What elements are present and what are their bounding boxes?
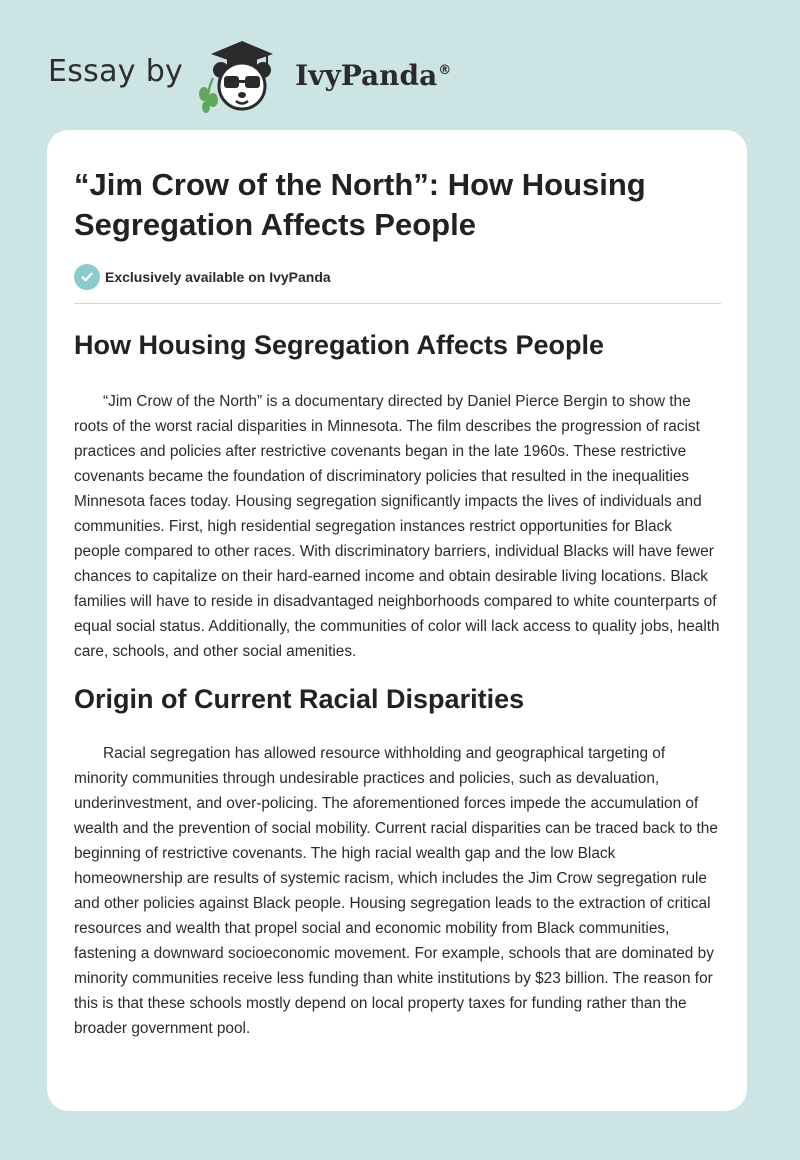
essay-card <box>47 130 747 1111</box>
check-circle-icon <box>74 264 100 290</box>
brand-name: IvyPanda® <box>295 58 452 92</box>
brand-header[interactable] <box>48 34 451 114</box>
section-heading-housing-segregation: How Housing Segregation Affects People <box>74 330 605 360</box>
page-title: “Jim Crow of the North”: How Housing Segregation Affects People <box>74 167 646 242</box>
section-paragraph-housing-segregation: “Jim Crow of the North” is a documentary directed by Daniel Pierce Bergin to show the roots of the worst racial disparities in Minnesota. The film describes the progression of racist practices and policies after restrictive covenants began in the late 1960s. These restrictive covenants became the foundation of discriminatory policies that resulted in the inequalities Minnesota faces today. Housing segregation significantly impacts the lives of individuals and communities. First, high residential segregation instances restrict opportunities for Black people compared to other races. With discriminatory barriers, individual Blacks will have fewer chances to capitalize on their hard-earned income and obtain desirable living locations. Black families will have to reside in disadvantaged neighborhoods compared to white counterparts of equal social status. Additionally, the communities of color will lack access to quality jobs, health care, schools, and other social amenities. <box>74 393 720 660</box>
badge-text: Exclusively available on IvyPanda <box>105 269 331 285</box>
divider <box>74 303 721 304</box>
registered-mark: ® <box>438 63 452 79</box>
essay-by-label: Essay by <box>48 53 184 89</box>
exclusive-badge <box>74 264 721 290</box>
section-paragraph-origin-disparities: Racial segregation has allowed resource withholding and geographical targeting of minority communities through undesirable practices and policies, such as devaluation, underinvestment, and over-policing. The aforementioned forces impede the accumulation of wealth and the prevention of social mobility. Current racial disparities can be traced back to the beginning of restrictive covenants. The high racial wealth gap and the low Black homeownership are results of systemic racism, which includes the Jim Crow segregation rule and other policies against Black people. Housing segregation leads to the extraction of critical resources and wealth that propel social and economic mobility from Black communities, fastening a downward socioeconomic movement. For example, schools that are dominated by minority communities receive less funding than white institutions by $23 billion. The reason for this is that these schools mostly depend on local property taxes for funding rather than the broader government pool. <box>74 745 718 1037</box>
panda-graduate-logo-icon <box>197 34 287 114</box>
section-heading-origin-disparities: Origin of Current Racial Disparities <box>74 684 525 714</box>
